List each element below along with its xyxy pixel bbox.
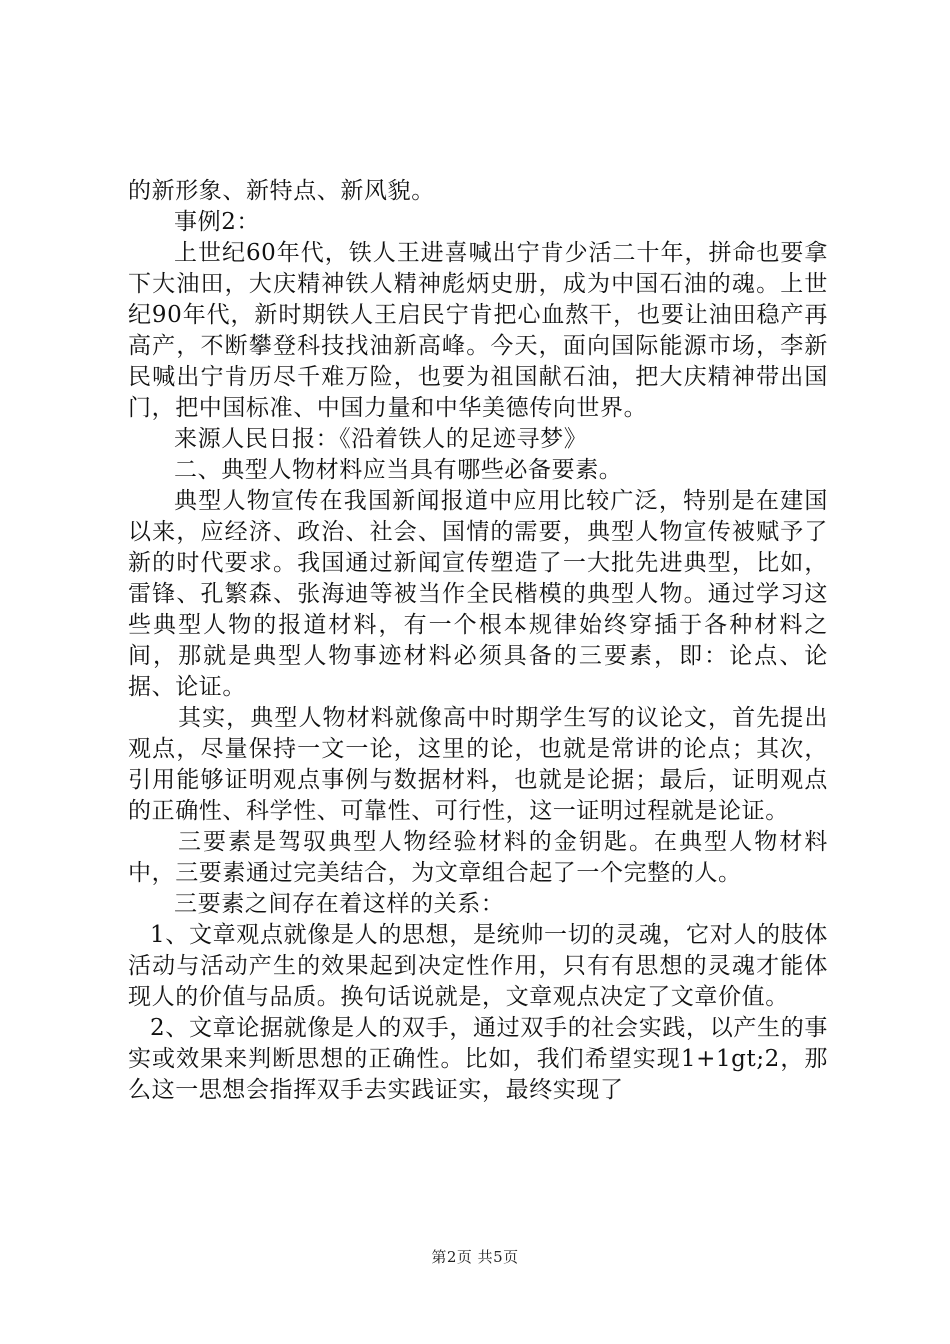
paragraph-example-body: 上世纪60年代，铁人王进喜喊出宁肯少活二十年，拼命也要拿下大油田，大庆精神铁人精神彪炳史册，成为中国石油的魂。上世纪90年代，新时期铁人王启民宁肯把心血熬干，也要让油田稳产再高产，不断攀登科技找油新高峰。今天，面向国际能源市场，李新民喊出宁肯历尽千难万险，也要为祖国献石油，把大庆精神带出国门，把中国标准、中国力量和中华美德传向世界。 bbox=[128, 240, 828, 421]
document-body bbox=[128, 176, 828, 1106]
paragraph-point-one: 1、文章观点就像是人的思想，是统帅一切的灵魂，它对人的肢体活动与活动产生的效果起到决定性作用，只有有思想的灵魂才能体现人的价值与品质。换句话说就是，文章观点决定了文章价值。 bbox=[128, 922, 828, 1010]
paragraph-source: 来源人民日报：《沿着铁人的足迹寻梦》 bbox=[174, 426, 588, 452]
paragraph-argument-analogy: 其实，典型人物材料就像高中时期学生写的议论文，首先提出观点，尽量保持一文一论，这里的论，也就是常讲的论点；其次，引用能够证明观点事例与数据材料，也就是论据；最后，证明观点的正确性、科学性、可靠性、可行性，这一证明过程就是论证。 bbox=[128, 705, 828, 824]
paragraph-golden-key: 三要素是驾驭典型人物经验材料的金钥匙。在典型人物材料中，三要素通过完美结合，为文章组合起了一个完整的人。 bbox=[128, 829, 828, 886]
paragraph-continuation: 的新形象、新特点、新风貌。 bbox=[128, 178, 435, 204]
paragraph-point-two: 2、文章论据就像是人的双手，通过双手的社会实践，以产生的事实或效果来判断思想的正确性。比如，我们希望实现1+1gt;2，那么这一思想会指挥双手去实践证实，最终实现了 bbox=[128, 1015, 828, 1103]
paragraph-typical-figures: 典型人物宣传在我国新闻报道中应用比较广泛，特别是在建国以来，应经济、政治、社会、国情的需要，典型人物宣传被赋予了新的时代要求。我国通过新闻宣传塑造了一大批先进典型，比如，雷锋、孔繁森、张海迪等被当作全民楷模的典型人物。通过学习这些典型人物的报道材料，有一个根本规律始终穿插于各种材料之间，那就是典型人物事迹材料必须具备的三要素，即：论点、论据、论证。 bbox=[128, 488, 828, 700]
paragraph-relationship-intro: 三要素之间存在着这样的关系： bbox=[174, 891, 505, 917]
section-heading: 二、典型人物材料应当具有哪些必备要素。 bbox=[174, 457, 623, 483]
paragraph-example-heading: 事例2： bbox=[174, 209, 261, 235]
page-number-footer: 第2页 共5页 bbox=[431, 1248, 519, 1266]
